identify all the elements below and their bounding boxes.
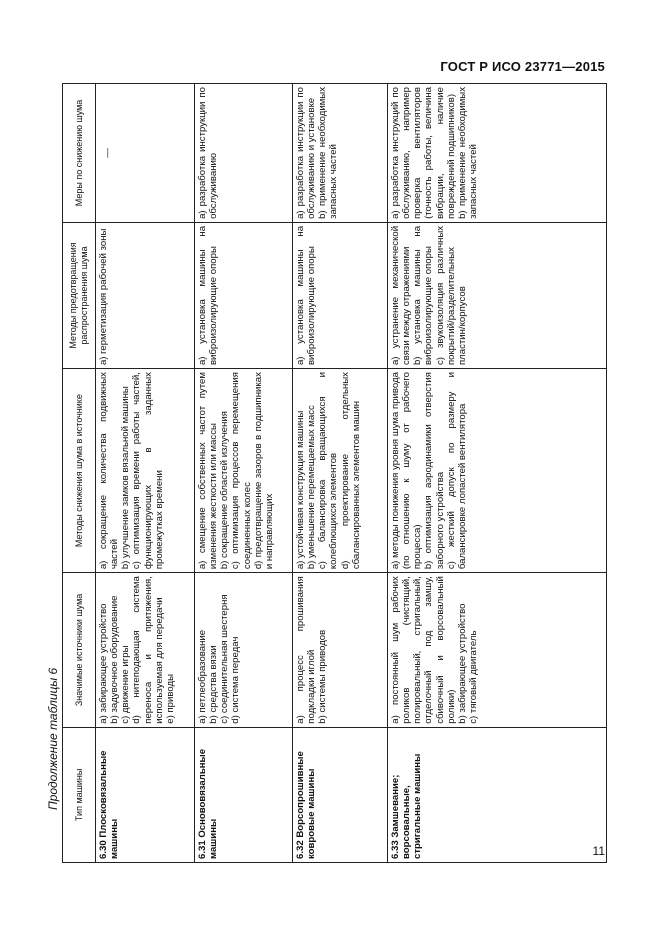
prevention-methods-cell: а) установка машины на виброизолирующие опоры <box>195 222 293 368</box>
column-header-prevention-methods: Методы предотвращения распространения шума <box>63 222 96 368</box>
table-row <box>96 84 195 863</box>
noise-sources-cell: а) постоянный шум рабочих роликов (чистящий, полировальный, стригальный, отделочный под замшу, сбивочный и ворсовальный ролики) b) забирающее устройство c) тяговый двигатель <box>388 573 607 728</box>
table-header-row <box>63 84 96 863</box>
table-row <box>388 84 607 863</box>
rotated-table-container <box>62 83 607 863</box>
source-methods-cell: а) смещение собственных частот путем изменения жесткости или массы b) сокращение областей излучения c) оптимизация процессов перемещения соединенных колес d) предотвращение зазоров в подшипниках и направляющих <box>195 369 293 573</box>
noise-sources-cell: а) забирающее устройство b) задувочное оборудование c) движение игры d) нитеподающая система переноса и притяжения, используемая для передачи e) приводы <box>96 573 195 728</box>
table-caption: Продолжение таблицы 6 <box>46 667 60 810</box>
machine-type-cell: 6.31 Основовязальные машины <box>195 727 293 862</box>
machine-type-cell: 6.32 Ворсопрошивные ковровые машины <box>293 727 388 862</box>
noise-sources-cell: а) петлеобразование b) средства вязки c) соединительная шестерня d) система передач <box>195 573 293 728</box>
measures-cell: а) разработка инструкции по обслуживанию <box>195 84 293 223</box>
standard-header: ГОСТ Р ИСО 23771—2015 <box>440 59 605 74</box>
noise-sources-cell: а) процесс прошивания подкладки иглой b) системы приводов <box>293 573 388 728</box>
machine-type-cell: 6.33 Замшевание; ворсовальные, стригальные машины <box>388 727 607 862</box>
column-header-measures: Меры по снижению шума <box>63 84 96 223</box>
column-header-machine-type: Тип машины <box>63 727 96 862</box>
source-methods-cell: а) устойчивая конструкция машины b) уменьшение перемещаемых масс c) балансировка вращающихся и колеблющихся элементов d) проектирование отдельных сбалансированных элементов машин <box>293 369 388 573</box>
table-row <box>195 84 293 863</box>
column-header-source-methods: Методы снижения шума в источнике <box>63 369 96 573</box>
page-number: 11 <box>592 844 605 858</box>
column-header-noise-sources: Значимые источники шума <box>63 573 96 728</box>
noise-reduction-table <box>62 83 607 863</box>
source-methods-cell: а) методы понижения уровня шума привода (по отношению к шуму от рабочего процесса) b) оптимизация аэродинамики отверстия заборного устройства c) жесткий допуск по размеру и балансировке лопастей вентилятора <box>388 369 607 573</box>
prevention-methods-cell: а) устранение механической связи между отражениями b) установка машины на виброизолирующие опоры c) звукоизоляция различных покрытий/разделительных пластин/корпусов <box>388 222 607 368</box>
measures-cell: а) разработка инструкции по обслуживанию и установке b) применение необходимых запасных частей <box>293 84 388 223</box>
source-methods-cell: а) сокращение количества подвижных частей b) улучшение замков вязальной машины c) оптимизация времени работы частей, функционирующих в заданных промежутках времени <box>96 369 195 573</box>
prevention-methods-cell: а) установка машины на виброизолирующие опоры <box>293 222 388 368</box>
measures-cell: а) разработка инструкций по обслуживанию, например проверка вентиляторов (точность работы, величина вибрации, наличие повреждений подшипников) b) применение необходимых запасных частей <box>388 84 607 223</box>
prevention-methods-cell: а) герметизация рабочей зоны <box>96 222 195 368</box>
machine-type-cell: 6.30 Плосковязальные машины <box>96 727 195 862</box>
measures-cell: — <box>96 84 195 223</box>
table-row <box>293 84 388 863</box>
